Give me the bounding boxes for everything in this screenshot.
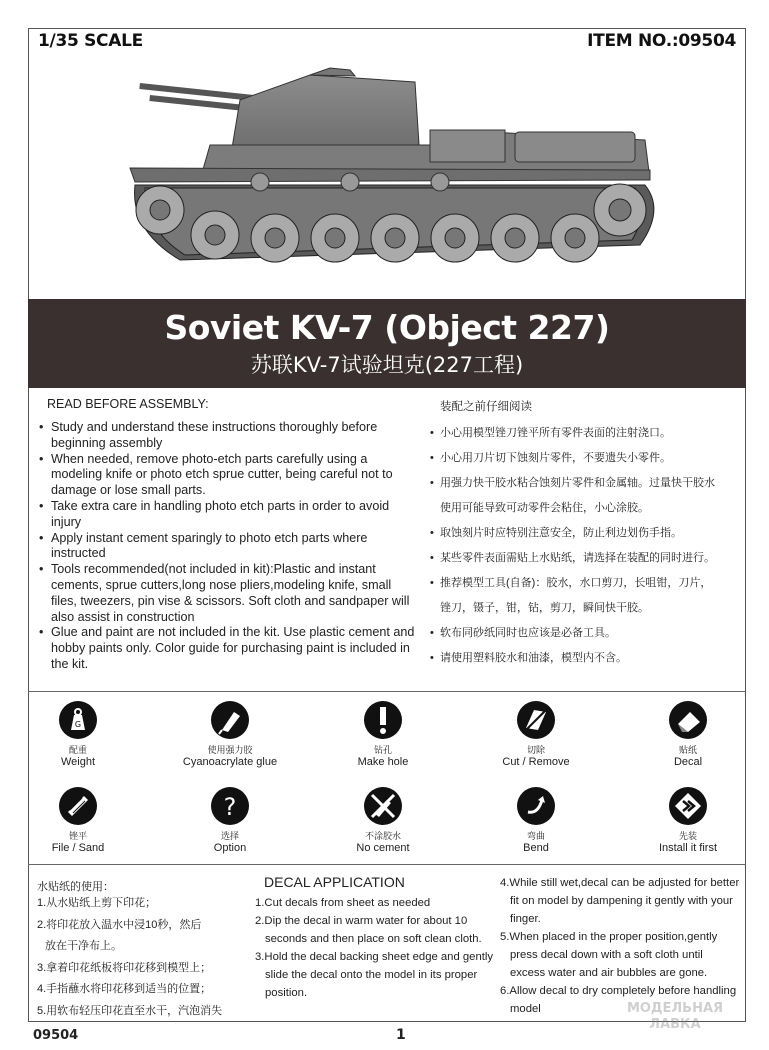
- legend-label: Bend: [523, 842, 549, 854]
- file-icon: [58, 786, 98, 826]
- read-before-list: [37, 420, 417, 673]
- legend-label-cn: 贴纸: [678, 745, 697, 755]
- list-item: 1.从水贴纸上剪下印花；: [37, 897, 157, 909]
- list-item: 4.While still wet,decal can be adjusted for better fit on model by dampening it gently with your finger.: [500, 877, 740, 925]
- legend-label: Weight: [60, 756, 96, 768]
- list-item: • 取蚀刻片时应特别注意安全，防止利边划伤手指。: [430, 521, 740, 546]
- legend-install-first: [628, 786, 748, 854]
- list-item: 2.Dip the decal in warm water for about 10 seconds and then place on soft clean cloth.: [255, 915, 482, 945]
- legend-label-cn: 不涂胶水: [364, 831, 401, 841]
- decal-application-title: DECAL APPLICATION: [264, 874, 405, 890]
- decal-steps-chinese: [37, 893, 257, 1022]
- list-item: • 某些零件表面需贴上水贴纸，请选择在装配的同时进行。: [430, 546, 740, 571]
- list-item: • 推荐模型工具(自备)：胶水，水口剪刀，长咀钳，刀片，: [430, 571, 740, 596]
- legend-label-cn: 配重: [68, 745, 87, 755]
- footer-item-number: 09504: [33, 1028, 79, 1043]
- no-cement-icon: [363, 786, 403, 826]
- section-divider: [28, 864, 746, 865]
- cut-icon: [516, 700, 556, 740]
- watermark-logo: [600, 994, 750, 1034]
- legend-label-cn: 切除: [526, 745, 545, 755]
- decal-icon: [668, 700, 708, 740]
- watermark-line1: МОДЕЛЬНАЯ: [626, 1001, 724, 1016]
- legend-file: [18, 786, 138, 854]
- list-item: 3.Hold the decal backing sheet edge and gently slide the decal onto the model in its proper position.: [255, 951, 494, 999]
- kit-title: Soviet KV-7 (Object 227): [164, 308, 610, 347]
- list-item: • 用强力快干胶水粘合蚀刻片零件和金属轴。过量快干胶水: [430, 471, 740, 496]
- list-item: 5.When placed in the proper position,gently press decal down with a soft cloth until excess water and air bubbles are gone.: [500, 931, 718, 979]
- legend-label: Decal: [673, 756, 703, 768]
- list-item: 6.Allow decal to dry completely before handling model: [500, 985, 737, 1015]
- read-before-title-chinese: 装配之前仔细阅读: [440, 401, 532, 413]
- legend-glue: [170, 700, 290, 768]
- list-item: 放在干净布上。: [45, 940, 122, 952]
- legend-drill: [323, 700, 443, 768]
- kit-title-chinese: 苏联KV-7试验坦克(227工程): [250, 353, 524, 377]
- weight-icon: [58, 700, 98, 740]
- scale-label: 1/35 SCALE: [38, 31, 143, 51]
- legend-label: No cement: [356, 842, 410, 854]
- watermark-line2: ЛАВКА: [649, 1017, 701, 1032]
- legend-label-cn: 使用强力胶: [207, 745, 253, 755]
- legend-no-cement: [323, 786, 443, 854]
- legend-option: [170, 786, 290, 854]
- list-item: • Study and understand these instructions thoroughly before beginning assembly: [37, 420, 417, 452]
- svg-text:?: ?: [223, 793, 237, 821]
- legend-label: Cut / Remove: [502, 756, 570, 768]
- list-item: 4.手指蘸水将印花移到适当的位置；: [37, 983, 212, 995]
- list-item: • 软布同砂纸同时也应该是必备工具。: [430, 621, 740, 646]
- legend-label: Cyanoacrylate glue: [182, 756, 278, 768]
- section-divider: [28, 691, 746, 692]
- legend-label: Install it first: [658, 842, 718, 854]
- drill-icon: [363, 700, 403, 740]
- list-item: 5.用软布轻压印花直至水干，汽泡消失: [37, 1004, 223, 1017]
- install-first-icon: [668, 786, 708, 826]
- decal-steps-left: [255, 894, 500, 1002]
- list-item: 1.Cut decals from sheet as needed: [255, 897, 431, 909]
- glue-icon: [210, 700, 250, 740]
- list-item: 2.将印花放入温水中浸10秒，然后: [37, 918, 202, 931]
- read-before-title: READ BEFORE ASSEMBLY:: [47, 397, 209, 411]
- list-item: • Glue and paint are not included in the kit. Use plastic cement and hobby paints only. Color guide for purchasing paint is included in the kit.: [37, 625, 417, 672]
- read-before-list-chinese: [430, 421, 740, 671]
- legend-decal: [628, 700, 748, 768]
- page-number: 1: [396, 1027, 406, 1043]
- legend-bend: [476, 786, 596, 854]
- tank-illustration: [120, 60, 660, 295]
- legend-label-cn: 先装: [678, 831, 697, 841]
- list-item: 3.拿着印花纸板将印花移到模型上；: [37, 961, 212, 974]
- option-icon: [210, 786, 250, 826]
- list-item: • Apply instant cement sparingly to photo etch parts where instructed: [37, 531, 417, 563]
- legend-weight: [18, 700, 138, 768]
- legend-label: File / Sand: [51, 842, 105, 854]
- legend-label: Make hole: [357, 756, 409, 768]
- svg-text:G: G: [74, 720, 82, 729]
- item-number: ITEM NO.:09504: [587, 31, 736, 51]
- list-item: • 小心用模型锉刀锉平所有零件表面的注射浇口。: [430, 421, 740, 446]
- legend-label: Option: [213, 842, 247, 854]
- list-item: • 小心用刀片切下蚀刻片零件，不要遗失小零件。: [430, 446, 740, 471]
- legend-label-cn: 弯曲: [526, 831, 545, 841]
- list-item: 使用可能导致可动零件会粘住，小心涂胶。: [440, 502, 649, 514]
- list-item: • Tools recommended(not included in kit):Plastic and instant cements, sprue cutters,long nose pliers,modeling knife, small files, tweezers, pin vise & scissors. Soft cloth and sandpaper will also assist in construction: [37, 562, 417, 625]
- list-item: • Take extra care in handling photo etch parts in order to avoid injury: [37, 499, 417, 531]
- legend-label-cn: 钻孔: [373, 745, 392, 755]
- list-item: • 请使用塑料胶水和油漆，模型内不含。: [430, 646, 740, 671]
- title-banner: [28, 299, 746, 388]
- bend-icon: [516, 786, 556, 826]
- list-item: • When needed, remove photo-etch parts carefully using a modeling knife or photo etch sprue cutter, being careful not to damage or lose small parts.: [37, 452, 417, 499]
- decal-title-chinese: 水贴纸的使用：: [37, 881, 114, 893]
- legend-label-cn: 锉平: [68, 831, 87, 841]
- list-item: 锉刀，镊子，钳，钻，剪刀，瞬间快干胶。: [440, 602, 649, 614]
- legend-cut: [476, 700, 596, 768]
- legend-label-cn: 选择: [220, 831, 239, 841]
